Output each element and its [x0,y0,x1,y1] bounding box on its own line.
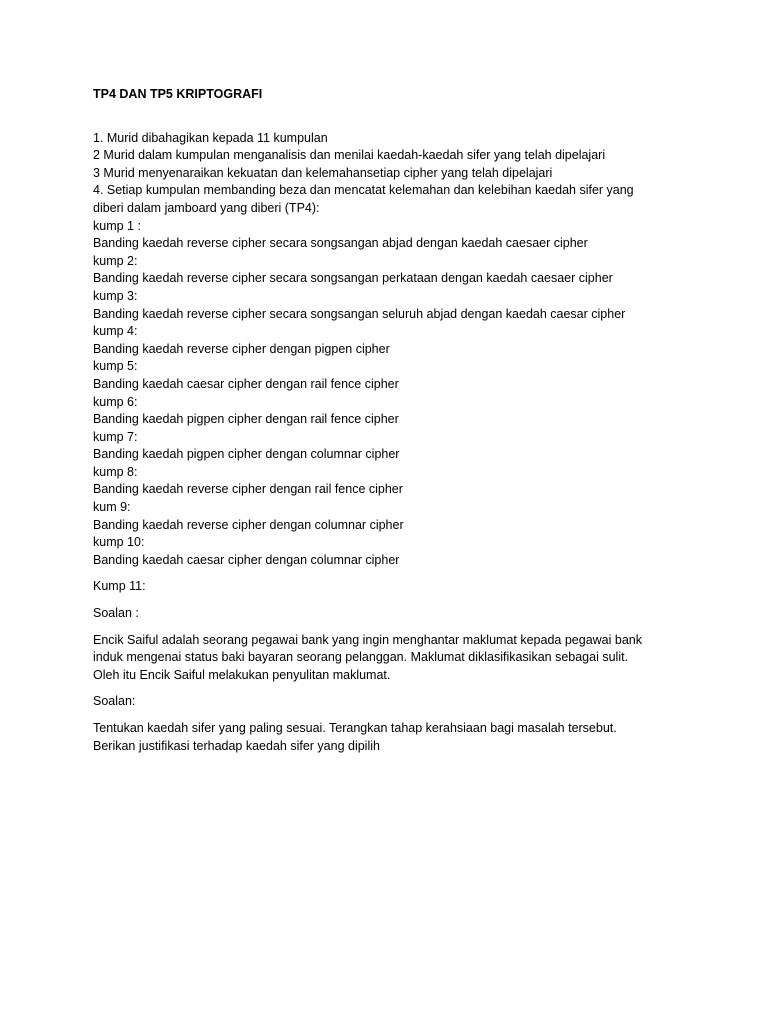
group-label: kump 10: [93,535,145,550]
group-label: kump 2: [93,253,138,268]
group-task: Banding kaedah reverse cipher secara songsangan perkataan dengan kaedah caesaer cipher [93,271,613,286]
group-label: kump 5: [93,359,138,374]
group-task: Banding kaedah reverse cipher secara songsangan abjad dengan kaedah caesaer cipher [93,236,588,251]
scenario-paragraph [93,632,733,685]
question-line: Tentukan kaedah sifer yang paling sesuai. Terangkan tahap kerahsiaan bagi masalah tersebut. [93,721,617,735]
group-task: Banding kaedah pigpen cipher dengan rail fence cipher [93,412,399,427]
question-line: Berikan justifikasi terhadap kaedah sifer yang dipilih [93,738,380,753]
group-task: Banding kaedah pigpen cipher dengan columnar cipher [93,447,400,462]
spacer [93,623,733,632]
group-label: kump 7: [93,429,138,444]
instructions-block [93,130,733,218]
spacer [93,569,733,578]
instruction-line: 1. Murid dibahagikan kepada 11 kumpulan [93,130,328,145]
group-label: kump 1 : [93,218,141,233]
question-label: Soalan : [93,606,139,621]
group-task: Banding kaedah caesar cipher dengan rail fence cipher [93,376,399,391]
group-task: Banding kaedah reverse cipher dengan columnar cipher [93,517,404,532]
group-label: kump 3: [93,288,138,303]
spacer [93,684,733,693]
group-task: Banding kaedah reverse cipher secara songsangan seluruh abjad dengan kaedah caesar cipher [93,306,626,321]
instruction-line: diberi dalam jamboard yang diberi (TP4): [93,200,320,215]
scenario-line: induk mengenai status baki bayaran seorang pelanggan. Maklumat diklasifikasikan sebagai sulit. [93,650,629,665]
spacer [93,596,733,605]
group11-label: Kump 11: [93,579,146,594]
groups-list [93,218,733,570]
group-label: kump 4: [93,324,138,339]
group-task: Banding kaedah reverse cipher dengan rail fence cipher [93,482,403,497]
group-label: kump 8: [93,464,138,479]
document-title: TP4 DAN TP5 KRIPTOGRAFI [93,87,263,101]
scenario-line: Oleh itu Encik Saiful melakukan penyulitan maklumat. [93,667,391,682]
group-task: Banding kaedah reverse cipher dengan pigpen cipher [93,341,390,356]
instruction-line: 2 Murid dalam kumpulan menganalisis dan menilai kaedah-kaedah sifer yang telah dipelajari [93,148,606,163]
document-page [93,86,733,755]
instruction-line: 4. Setiap kumpulan membanding beza dan mencatat kelemahan dan kelebihan kaedah sifer yang [93,183,634,198]
group-task: Banding kaedah caesar cipher dengan columnar cipher [93,552,400,567]
question-label: Soalan: [93,694,136,709]
spacer [93,711,733,720]
group-label: kum 9: [93,500,131,515]
question-paragraph [93,720,733,755]
scenario-line: Encik Saiful adalah seorang pegawai bank yang ingin menghantar maklumat kepada pegawai bank [93,632,642,647]
instruction-line: 3 Murid menyenaraikan kekuatan dan kelemahansetiap cipher yang telah dipelajari [93,165,553,180]
group-label: kump 6: [93,394,138,409]
